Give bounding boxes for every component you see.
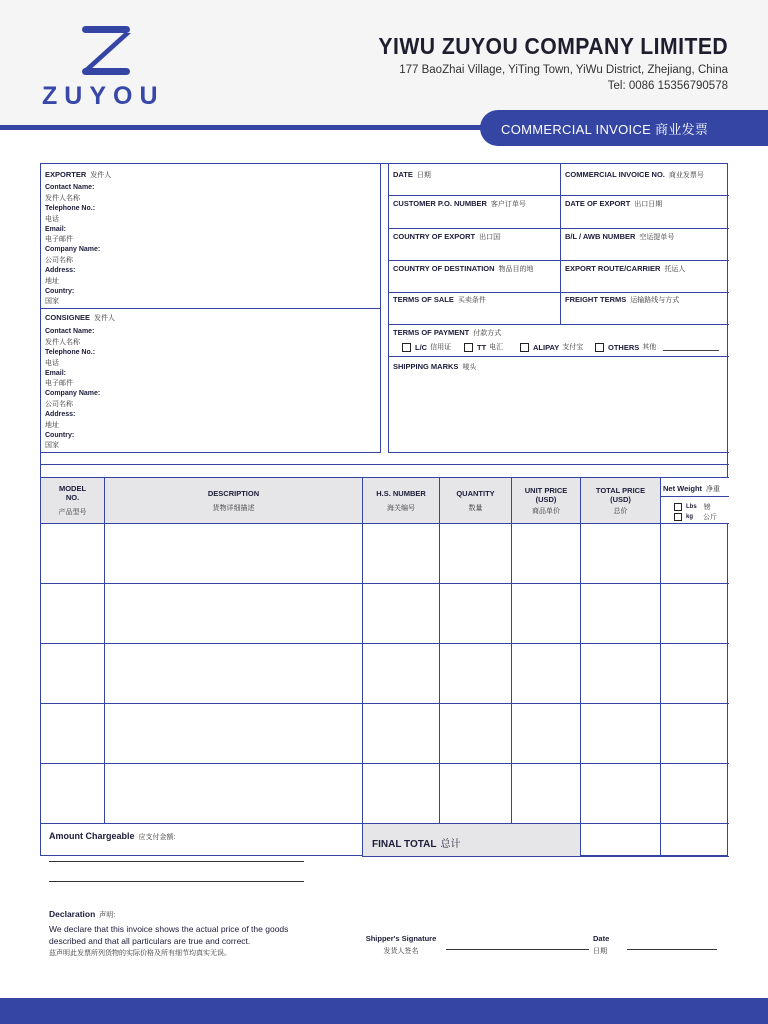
- exporter-country-label: Country:: [45, 288, 75, 295]
- date-sign-label: Date 日期: [593, 934, 610, 955]
- info-row-line-5: [388, 324, 729, 325]
- terms-of-sale-field[interactable]: TERMS OF SALE 买卖条件: [393, 295, 486, 304]
- header-net-weight: Net Weight 净重: [663, 484, 721, 493]
- exporter-phone-cn: 电话: [45, 216, 59, 223]
- consignee-box[interactable]: [41, 309, 381, 454]
- logo-text: ZUYOU: [42, 82, 165, 110]
- tt-checkbox[interactable]: [464, 343, 473, 352]
- document-title: COMMERCIAL INVOICE 商业发票: [480, 110, 768, 146]
- net-weight-kg-option[interactable]: kg 公斤: [674, 512, 717, 522]
- consignee-contact-label: Contact Name:: [45, 328, 95, 335]
- bl-awb-field[interactable]: B/L / AWB NUMBER 空运提单号: [565, 232, 675, 241]
- invoice-no-field[interactable]: COMMERCIAL INVOICE NO. 商业发票号: [565, 170, 704, 179]
- exporter-contact-cn: 发件人名称: [45, 195, 80, 202]
- info-row-line-2: [388, 228, 729, 229]
- table-row[interactable]: [41, 764, 729, 823]
- company-address: 177 BaoZhai Village, YiTing Town, YiWu District, Zhejiang, China: [399, 64, 728, 76]
- declaration-line-cn: 兹声明此发票所列货物的实际价格及所有细节均真实无误。: [49, 950, 231, 957]
- consignee-company-label: Company Name:: [45, 390, 101, 397]
- declaration-line-2: described and that all particulars are true and correct.: [49, 936, 251, 946]
- exporter-consignee-divider: [41, 308, 381, 309]
- consignee-email-cn: 电子邮件: [45, 380, 73, 387]
- exporter-company-label: Company Name:: [45, 246, 101, 253]
- amount-line-1[interactable]: [49, 861, 304, 862]
- exporter-country-cn: 国家: [45, 298, 59, 305]
- consignee-label: CONSIGNEE 发件人: [45, 313, 116, 322]
- exporter-address-label: Address:: [45, 267, 76, 274]
- payment-option-alipay[interactable]: ALIPAY 支付宝: [520, 342, 583, 352]
- kg-checkbox[interactable]: [674, 513, 682, 521]
- exporter-email-cn: 电子邮件: [45, 236, 73, 243]
- amount-line-2[interactable]: [49, 881, 304, 882]
- total-row-bottom: [362, 856, 729, 857]
- exporter-company-cn: 公司名称: [45, 257, 73, 264]
- invoice-form: [40, 163, 728, 957]
- header-description: DESCRIPTION 货物详细描述: [207, 488, 260, 512]
- header-stripe: [0, 125, 500, 130]
- alipay-checkbox[interactable]: [520, 343, 529, 352]
- payment-option-tt[interactable]: TT 电汇: [464, 342, 503, 352]
- exporter-phone-label: Telephone No.:: [45, 205, 96, 212]
- separator-line-top: [41, 464, 729, 465]
- table-row[interactable]: [41, 584, 729, 643]
- others-underline[interactable]: [663, 350, 719, 351]
- info-row-line-6: [388, 356, 729, 357]
- exporter-address-cn: 地址: [45, 278, 59, 285]
- consignee-company-cn: 公司名称: [45, 401, 73, 408]
- header-hs-number: H.S. NUMBER 海关编号: [376, 488, 426, 512]
- right-col-left-border: [388, 164, 389, 453]
- country-of-export-field[interactable]: COUNTRY OF EXPORT 出口国: [393, 232, 501, 241]
- info-row-line-1: [388, 195, 729, 196]
- right-col-middle-border: [560, 164, 561, 325]
- payment-option-others[interactable]: OTHERS 其他: [595, 342, 656, 352]
- table-row[interactable]: [41, 644, 729, 703]
- footer-bar: [0, 998, 768, 1024]
- consignee-country-label: Country:: [45, 432, 75, 439]
- final-total-label: FINAL TOTAL 总计: [372, 839, 461, 850]
- po-number-field[interactable]: CUSTOMER P.O. NUMBER 客户订单号: [393, 199, 526, 208]
- header-quantity: QUANTITY 数量: [456, 488, 495, 512]
- declaration-line-1: We declare that this invoice shows the actual price of the goods: [49, 924, 289, 934]
- payment-option-lc[interactable]: L/C 信用证: [402, 342, 451, 352]
- net-weight-lbs-option[interactable]: Lbs 镑: [674, 502, 711, 512]
- company-tel: Tel: 0086 15356790578: [607, 80, 728, 92]
- exporter-box[interactable]: [41, 164, 381, 309]
- consignee-address-label: Address:: [45, 411, 76, 418]
- country-of-destination-field[interactable]: COUNTRY OF DESTINATION 物品目的地: [393, 264, 534, 273]
- header-model-no: MODEL NO. 产品型号: [58, 484, 87, 516]
- info-row-line-3: [388, 260, 729, 261]
- amount-chargeable-label: Amount Chargeable 应支付金额:: [49, 831, 176, 841]
- consignee-country-cn: 国家: [45, 442, 59, 449]
- consignee-email-label: Email:: [45, 370, 67, 377]
- info-row-line-4: [388, 292, 729, 293]
- consignee-contact-cn: 发件人名称: [45, 339, 80, 346]
- lbs-checkbox[interactable]: [674, 503, 682, 511]
- net-weight-divider: [661, 496, 729, 497]
- table-row[interactable]: [41, 704, 729, 763]
- date-of-export-field[interactable]: DATE OF EXPORT 出口日期: [565, 199, 663, 208]
- lc-checkbox[interactable]: [402, 343, 411, 352]
- date-sign-line[interactable]: [627, 949, 717, 950]
- freight-terms-field[interactable]: FREIGHT TERMS 运输路线与方式: [565, 295, 680, 304]
- company-name: YIWU ZUYOU COMPANY LIMITED: [378, 33, 728, 59]
- signature-line[interactable]: [446, 949, 589, 950]
- declaration-title: Declaration 声明:: [49, 909, 116, 919]
- consignee-phone-cn: 电话: [45, 360, 59, 367]
- exporter-email-label: Email:: [45, 226, 67, 233]
- shipping-marks-field[interactable]: SHIPPING MARKS 唛头: [393, 362, 477, 371]
- header-unit-price: UNIT PRICE (USD) 商品单价: [524, 485, 568, 515]
- consignee-bottom-border: [41, 452, 381, 453]
- shipper-signature-label: Shipper's Signature 发货人签名: [365, 934, 437, 955]
- export-route-field[interactable]: EXPORT ROUTE/CARRIER 托运人: [565, 264, 686, 273]
- exporter-contact-label: Contact Name:: [45, 184, 95, 191]
- others-checkbox[interactable]: [595, 343, 604, 352]
- table-row[interactable]: [41, 524, 729, 583]
- exporter-label: EXPORTER 发件人: [45, 170, 112, 179]
- header-total-price: TOTAL PRICE (USD) 总价: [595, 485, 646, 515]
- date-field[interactable]: DATE 日期: [393, 170, 431, 179]
- consignee-address-cn: 地址: [45, 422, 59, 429]
- consignee-phone-label: Telephone No.:: [45, 349, 96, 356]
- info-bottom-border: [388, 452, 729, 453]
- terms-of-payment-label: TERMS OF PAYMENT 付款方式: [393, 328, 502, 337]
